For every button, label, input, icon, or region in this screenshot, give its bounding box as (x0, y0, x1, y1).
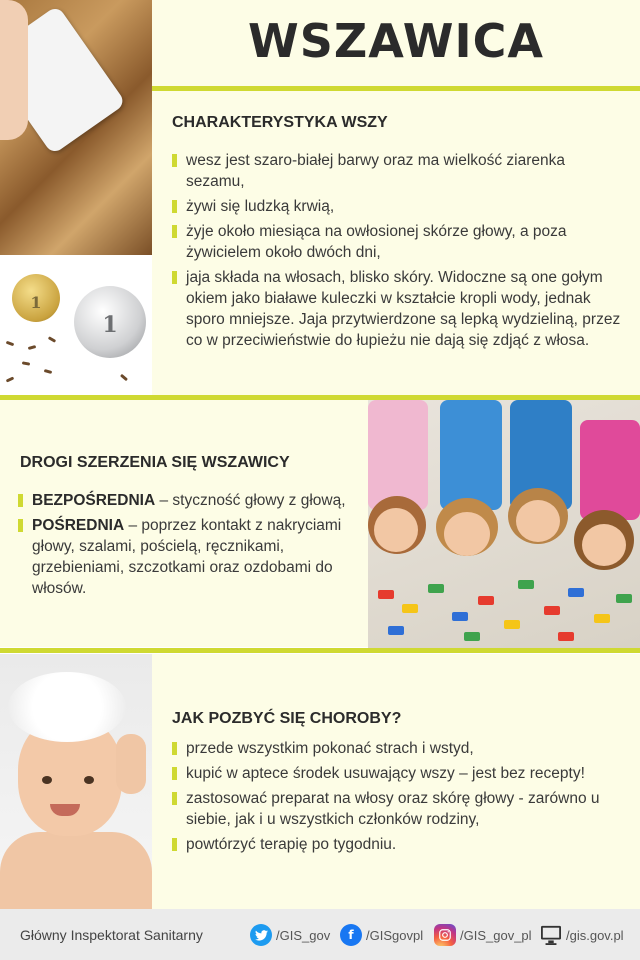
bullet-marker (172, 767, 177, 780)
bullet-marker (172, 742, 177, 755)
toy-brick (594, 614, 610, 623)
page-title: WSZAWICA (248, 14, 544, 68)
toy-brick (616, 594, 632, 603)
list-item: wesz jest szaro-białej barwy oraz ma wielkość ziarenka sezamu, (172, 150, 627, 192)
face-shape (444, 512, 490, 556)
organization-name: Główny Inspektorat Sanitarny (20, 927, 203, 943)
louse-icon (120, 374, 128, 381)
section-3-list (172, 738, 632, 859)
facebook-handle: /GISgovpl (366, 927, 424, 943)
bullet-marker (172, 225, 177, 238)
twitter-link[interactable] (250, 924, 330, 946)
toy-brick (402, 604, 418, 613)
hand-shape (0, 0, 28, 140)
title-divider (152, 86, 640, 91)
toy-brick (568, 588, 584, 597)
twitter-handle: /GIS_gov (276, 927, 331, 943)
instagram-icon (434, 924, 456, 946)
bullet-marker (172, 200, 177, 213)
toy-brick (518, 580, 534, 589)
section-2-list (18, 490, 358, 603)
bullet-marker (172, 271, 177, 284)
bullet-marker (18, 494, 23, 507)
louse-icon (6, 341, 15, 347)
bullet-marker (18, 519, 23, 532)
eye-shape (42, 776, 52, 784)
louse-icon (6, 376, 15, 382)
bullet-marker (172, 154, 177, 167)
face-shape (582, 524, 626, 566)
body-shape (0, 832, 152, 909)
lice-comb-photo (0, 0, 152, 255)
toy-brick (388, 626, 404, 635)
toy-brick (504, 620, 520, 629)
toy-brick (378, 590, 394, 599)
hand-shape (116, 734, 146, 794)
list-item: żyje około miesiąca na owłosionej skórze głowy, a poza żywicielem około dwóch dni, (172, 221, 627, 263)
coins-size-comparison (0, 258, 152, 393)
shirt-shape (440, 400, 502, 510)
section-1-list (172, 150, 627, 355)
twitter-icon (250, 924, 272, 946)
toy-brick (428, 584, 444, 593)
list-item: POŚREDNIA – poprzez kontakt z nakryciami głowy, szalami, pościelą, ręcznikami, grzebieniami, szczotkami oraz ozdobami do włosów. (18, 515, 358, 599)
coin-1-grosz: 1 (12, 274, 60, 322)
list-item: żywi się ludzką krwią, (172, 196, 627, 217)
section-2-heading: DROGI SZERZENIA SIĘ WSZAWICY (20, 454, 290, 471)
instagram-handle: /GIS_gov_pl (460, 927, 532, 943)
toy-brick (478, 596, 494, 605)
website-url: /gis.gov.pl (566, 927, 624, 943)
bullet-marker (172, 792, 177, 805)
list-item: jaja składa na włosach, blisko skóry. Widoczne są one gołym okiem jako białawe kuleczki w kształcie kropli wody, jednak sporo mniejsze. Jaja przytwierdzone są lepką wydzieliną, przez co w przeciwieństwie do łupieżu nie dają się zdjąć z włosa. (172, 267, 627, 351)
toy-brick (452, 612, 468, 621)
face-shape (516, 500, 560, 542)
bullet-marker (172, 838, 177, 851)
list-item: BEZPOŚREDNIA – styczność głowy z głową, (18, 490, 358, 511)
section-divider (0, 648, 640, 653)
monitor-icon (540, 924, 562, 946)
louse-icon (22, 361, 30, 365)
section-3-heading: JAK POZBYĆ SIĘ CHOROBY? (172, 710, 402, 727)
facebook-link[interactable] (340, 924, 423, 946)
child-washing-hair-photo (0, 654, 152, 909)
website-link[interactable] (540, 924, 624, 946)
shirt-shape (368, 400, 428, 510)
coin-1-zloty: 1 (74, 286, 146, 358)
list-item: powtórzyć terapię po tygodniu. (172, 834, 632, 855)
face-shape (374, 508, 418, 552)
list-item: zastosować preparat na włosy oraz skórę głowy - zarówno u siebie, jak i u wszystkich członków rodziny, (172, 788, 632, 830)
toy-brick (544, 606, 560, 615)
louse-icon (44, 369, 53, 374)
list-item: przede wszystkim pokonać strach i wstyd, (172, 738, 632, 759)
section-1-heading: CHARAKTERYSTYKA WSZY (172, 114, 388, 131)
eye-shape (84, 776, 94, 784)
shirt-shape (580, 420, 640, 520)
shampoo-foam-shape (8, 672, 126, 742)
louse-icon (48, 336, 56, 343)
footer (0, 909, 640, 960)
list-item: kupić w aptece środek usuwający wszy – jest bez recepty! (172, 763, 632, 784)
louse-icon (28, 345, 37, 350)
instagram-link[interactable] (434, 924, 532, 946)
toy-brick (558, 632, 574, 641)
toy-brick (464, 632, 480, 641)
children-playing-photo (368, 400, 640, 648)
facebook-icon: f (340, 924, 362, 946)
